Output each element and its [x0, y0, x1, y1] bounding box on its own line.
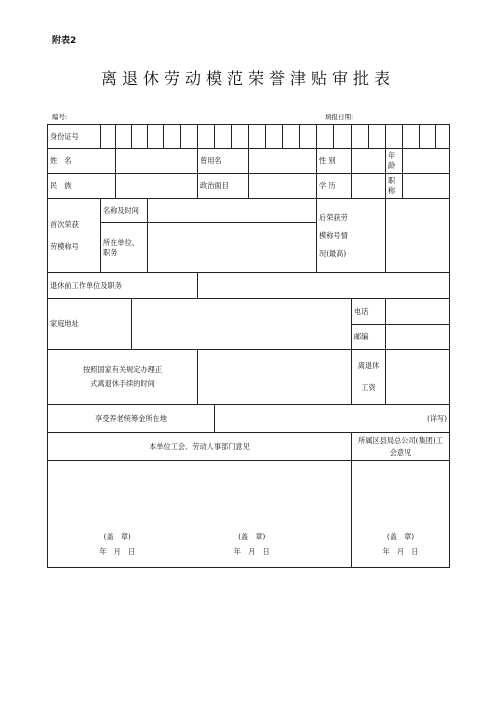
detail-note: (详写) [427, 413, 447, 423]
retire-wage-label-line2: 工资 [361, 383, 376, 392]
later-award-label-line1: 后荣获劳 [319, 212, 348, 222]
hr-seal-label: (盖 章) [238, 532, 266, 541]
union-date-label: 年 月 日 [99, 547, 136, 556]
education-value[interactable] [352, 174, 386, 199]
phone-label: 电话 [352, 299, 386, 325]
id-digit-cell[interactable] [334, 125, 352, 149]
job-title-value[interactable] [403, 174, 450, 199]
first-award-label-line2: 劳模称号 [50, 241, 79, 251]
id-digit-cell[interactable] [369, 125, 386, 149]
pension-location-label: 享受养老统筹金所在地 [48, 405, 215, 433]
union-signature [99, 529, 135, 559]
id-digit-cell[interactable] [116, 125, 132, 149]
id-digit-cell[interactable] [198, 125, 215, 149]
id-digit-cell[interactable] [266, 125, 283, 149]
later-award-value[interactable] [386, 199, 450, 273]
education-label: 学 历 [317, 174, 352, 199]
pre-retire-unit-label: 退休前工作单位及职务 [48, 273, 198, 299]
union-seal-label: (盖 章) [103, 532, 131, 541]
id-digit-cell[interactable] [300, 125, 317, 149]
id-digit-cell[interactable] [317, 125, 334, 149]
age-value[interactable] [403, 149, 450, 174]
postcode-label: 邮编 [352, 325, 386, 350]
retire-wage-label [352, 350, 386, 405]
job-title-label: 职称 [386, 174, 403, 199]
district-signature [354, 529, 447, 559]
id-digit-cell[interactable] [386, 125, 403, 149]
union-opinion-area[interactable] [48, 461, 352, 568]
political-status-value[interactable] [249, 174, 317, 199]
honor-name-time-label: 名称及时间 [101, 199, 148, 223]
district-date-label: 年 月 日 [382, 547, 419, 556]
id-number-label: 身份证号 [48, 125, 101, 149]
gender-label: 性 别 [317, 149, 352, 174]
id-digit-cell[interactable] [403, 125, 420, 149]
id-digit-cell[interactable] [132, 125, 148, 149]
pre-retire-unit-value[interactable] [198, 273, 450, 299]
id-digit-cell[interactable] [436, 125, 450, 149]
district-seal-label: (盖 章) [386, 532, 415, 541]
id-digit-cell[interactable] [215, 125, 232, 149]
id-digit-cell[interactable] [420, 125, 436, 149]
ethnicity-label: 民 族 [48, 174, 116, 199]
id-digit-cell[interactable] [232, 125, 249, 149]
id-digit-cell[interactable] [148, 125, 164, 149]
age-label: 年龄 [386, 149, 403, 174]
district-opinion-header-line1: 所属区县局总公司(集团)工 [358, 435, 443, 445]
hr-signature [234, 529, 270, 559]
id-digit-cell[interactable] [352, 125, 369, 149]
phone-value[interactable] [386, 299, 450, 325]
retire-time-label-line2: 式离退休手续的时间 [90, 379, 155, 388]
pension-location-value[interactable] [215, 405, 450, 433]
later-award-label-line3: 况(最高) [319, 248, 347, 258]
district-opinion-area[interactable] [352, 461, 450, 568]
home-address-value[interactable] [132, 299, 352, 350]
id-digit-cell[interactable] [164, 125, 181, 149]
former-name-value[interactable] [249, 149, 317, 174]
retire-time-label [48, 350, 198, 405]
unit-position-value[interactable] [148, 223, 317, 273]
home-address-label: 家庭地址 [48, 299, 132, 350]
honor-name-time-value[interactable] [148, 199, 317, 223]
number-label: 编号: [52, 113, 68, 121]
later-award-label [317, 199, 386, 273]
gender-value[interactable] [352, 149, 386, 174]
id-digit-cell[interactable] [181, 125, 198, 149]
id-digit-cell[interactable] [249, 125, 266, 149]
retire-time-value[interactable] [198, 350, 352, 405]
unit-position-label: 所在单位、职务 [101, 223, 148, 273]
id-digit-cell[interactable] [283, 125, 300, 149]
retire-time-label-line1: 按照国家有关规定办理正 [82, 365, 163, 374]
id-digit-cell[interactable] [101, 125, 116, 149]
approval-form-table [47, 124, 450, 568]
name-value[interactable] [116, 149, 198, 174]
retire-wage-label-line1: 离退休 [357, 361, 380, 370]
attachment-tag: 附表2 [52, 36, 77, 46]
district-opinion-header-line2: 会意见 [389, 447, 412, 457]
district-opinion-header [352, 433, 450, 461]
postcode-value[interactable] [386, 325, 450, 350]
date-label: 填报日期: [325, 113, 354, 121]
hr-date-label: 年 月 日 [233, 547, 270, 556]
former-name-label: 曾用名 [198, 149, 249, 174]
form-title: 离退休劳动模范荣誉津贴审批表 [100, 69, 395, 88]
first-award-label-line1: 首次荣获 [50, 219, 79, 229]
retire-wage-value[interactable] [386, 350, 450, 405]
later-award-label-line2: 模称号情 [319, 230, 348, 240]
first-award-label [48, 199, 101, 273]
name-label: 姓 名 [48, 149, 116, 174]
ethnicity-value[interactable] [116, 174, 198, 199]
union-opinion-header: 本单位工会、劳动人事部门意见 [48, 433, 352, 461]
political-status-label: 政治面目 [198, 174, 249, 199]
